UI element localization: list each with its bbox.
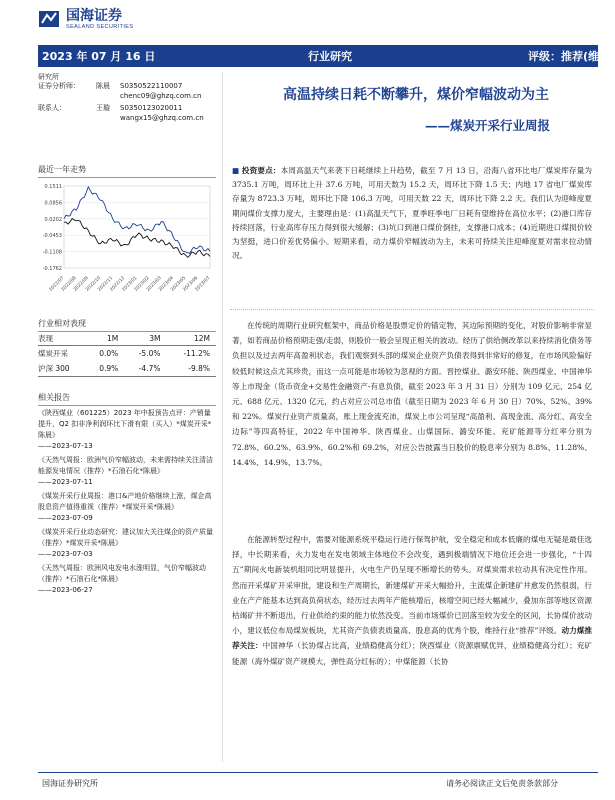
x-tick-label: 2022/10 [85,275,102,293]
summary-label: 投资要点： [241,166,281,175]
related-report-title: 《煤炭开采行业动态研究：建议加大关注煤企的资产质量（推荐）*煤炭开采*陈晨》 [38,528,213,547]
y-tick-label: 0.0856 [44,200,62,207]
x-tick-label: 2023/07 [194,275,212,293]
performance-heading: 行业相对表现 [38,318,216,332]
report-title: 高温持续日耗不断攀升，煤价窄幅波动为主 [283,87,549,103]
column-header: 表现 [38,332,86,346]
trend-heading: 最近一年走势 [38,164,216,178]
plot-area [64,186,210,268]
x-tick-label: 2023/05 [170,275,188,293]
report-subtitle: ——煤炭开采行业周报 [424,118,550,133]
related-report-date: ——2023-07-13 [38,442,93,450]
recommend-label: 动力煤推荐关注： [232,626,592,651]
report-date: 2023 年 07 月 16 日 [42,50,156,63]
table-cell: 煤炭开采 [38,349,68,358]
column-header: 1M [86,332,124,346]
contact-email[interactable]: wangx15@ghzq.com.cn [120,113,204,122]
related-report-item[interactable] [38,527,216,560]
analyst-row [38,92,216,102]
analyst-role [38,92,96,102]
analyst-name: 陈晨 [96,82,110,90]
y-tick-label: -0.1108 [42,249,62,256]
table-cell: -4.7% [124,361,166,377]
contact-role: 联系人： [38,104,66,112]
x-tick-label: 2022/12 [109,275,127,293]
footer-disclaimer: 请务必阅读正文后免责条款部分 [446,779,558,788]
x-tick-label: 2022/09 [72,275,90,293]
trend-chart-svg [38,180,216,292]
related-report-date: ——2023-07-03 [38,550,93,558]
column-header: 3M [124,332,166,346]
footer-institute: 国海证券研究所 [42,779,98,788]
column-divider [222,72,223,762]
table-cell: -9.8% [166,361,216,377]
x-tick-label: 2023/01 [121,275,139,293]
related-report-item[interactable] [38,408,216,452]
report-rating: 评级：推荐(维持) [528,50,615,63]
related-report-title: 《天然气周报：欧洲气价窄幅波动，未来需持续关注清洁能源发电情况（推荐）*石油石化*陈晨》 [38,456,213,475]
contact-role [38,114,96,124]
bullet-icon: ■ [232,166,242,175]
analyst-email[interactable]: chenc09@ghzq.com.cn [120,91,202,100]
analyst-name [96,92,120,102]
logo-cn: 国海证券 [66,7,122,24]
table-row [38,361,216,377]
table-header-row [38,332,216,346]
y-tick-label: -0.1762 [42,266,62,272]
company-logo [38,6,168,32]
related-report-date: ——2023-07-09 [38,514,93,522]
contact-name [96,114,120,124]
header-banner [38,45,615,67]
related-heading: 相关报告 [38,392,216,406]
logo-en: SEALAND SECURITIES [66,23,134,30]
series-line [64,187,210,254]
body-text: 在能源转型过程中，需要对能源系统平稳运行进行保驾护航，安全稳定和成本低廉的煤电无疑是最佳选择，中长期来看，火力发电在发电领域主体地位不会改变，遇到极端情况下地位还会进一步强化，“十四五”期间火电新装机组同比明显提升，火电生产仍呈现不断增长的势头。对煤炭需求拉动具有决定性作用。然而开采煤矿开采审批，建设和生产周期长，新建煤矿开采大幅拾升，主流煤企新建矿井愈发仍然很弱，行业在产产能基本达到高负荷状态，经历过去两年产能核增后，核增空间已经大幅减少，叠加东部等地区资源枯竭矿井不断退出，行业供给约束的能力依然没变。当前市场煤价已回落至较为安全的区间，长协煤价波动小，建议低位布局煤炭板块，尤其资产负债表质量高、股息高的优秀个股，维持行业“推荐”评级。 [232,535,592,636]
logo-mark-icon [38,9,60,29]
x-tick-label: 2022/08 [60,275,78,293]
footer-divider [38,772,598,773]
contact-name: 王璇 [96,104,110,112]
analyst-row [38,104,216,114]
table-row [38,346,216,362]
investment-summary [232,164,592,263]
analyst-block [38,72,216,123]
institute-label: 研究所 [38,73,59,81]
body-paragraph-1: 在传统的周期行业研究框架中，商品价格是股票定价的锚定物，其边际预期的变化，对股价影响非常显著，如若商品价格预期走强/走弱，则股价一般会呈现正相关的波动。经历了供给侧改革以来持续消化债务等负担以及过去两年高盈利状态，我们观察到头部的煤炭企业资产负债表得到非常好的修复，在市场风险偏好较低时候这点尤其珍贵，而这一点可能是市场较为忽视的方面。晋控煤业、潞安环能、陕西煤业、中国神华等上市现金（货币资金+交易性金融资产-有息负债，截至 2023 年 3 月 31 日）分别为 109 亿元、254 亿元、688 亿元、1320 亿元，约占对应公司总市值（截至日期为 2023 年 6 月 30 日）70%、52%、39%和 22%。煤炭行业资产质量高，账上现金流充沛，煤炭上市公司呈现“高盈利、高现金流、高分红、高安全边际”等四高特征，2022 年中国神华、陕西煤业、山煤国际、潞安环能、兖矿能源等分红率分别为 72.8%、60.2%、63.9%、60.2%和 69.2%，对应公告披露当日股价的股息率分别为 8.8%、11.28%、14.4%、14.9%、13.7%。 [232,321,592,467]
performance-table [38,332,216,377]
x-tick-label: 2023/04 [158,275,175,293]
contact-cert: S0350123020011 [120,104,183,112]
report-type: 行业研究 [308,50,352,63]
related-report-item[interactable] [38,455,216,488]
table-cell: 0.9% [86,361,124,377]
related-report-date: ——2023-07-11 [38,478,93,486]
related-report-title: 《天然气周报：欧洲风电发电水涨明显，气价窄幅波动（推荐）*石油石化*陈晨》 [38,564,206,583]
y-tick-label: 0.0202 [44,216,62,223]
body-paragraph-2 [232,532,592,669]
table-cell: 沪深 300 [38,361,86,377]
analyst-cert: S0350522110007 [120,82,183,90]
analyst-row [38,82,216,92]
trend-chart [38,180,216,292]
related-report-title: 《陕西煤业（601225）2023 年中报预告点评：产销量提升，Q2 扣非净利润环比下滑有限（买入）*煤炭开采*陈晨》 [38,409,212,439]
table-cell: -5.0% [138,349,161,358]
x-tick-label: 2022/11 [97,275,115,293]
table-cell: 0.0% [99,349,119,358]
related-reports-list [38,408,216,599]
body-text: 中国神华（长协煤占比高，业绩稳健高分红）；陕西煤业（资源禀赋优异，业绩稳健高分红）；兖矿能源（海外煤矿资产规模大，弹性高分红标的）；中煤能源（长协 [232,641,592,666]
related-report-date: ——2023-06-27 [38,586,93,594]
x-tick-label: 2023/06 [182,275,200,293]
x-tick-label: 2023/02 [133,275,151,293]
related-report-item[interactable] [38,491,216,524]
summary-text: 本周高温天气来袭下日耗继续上升趋势，截至 7 月 13 日，沿海八省环比电厂煤炭库存量为 3735.1 万吨，周环比上升 37.6 万吨，可用天数为 15.2 天，周环比下降 1.5 天；内地 17 省电厂煤炭库存量为 8723.3 万吨，周环比下降 106.3 万吨，可用天数 22 天，周环比下降 2.2 天。我们认为迎峰度夏期间煤价支撑力度大，主要理由是：(1)高温天气下，夏季旺季电厂日耗有望维持在高位水平；(2)港口库存持续回落，行业高库存压力得到很大缓解；(3)坑口到港口煤价倒挂，支撑港口成本；(4)近期进口煤损价较为坚挺，进口价差优势偏小。短期来看，动力煤价窄幅波动为主，未来可持续关注迎峰度夏对需求拉动情况。 [232,166,592,261]
analyst-role: 证券分析师： [38,82,80,90]
analyst-row [38,114,216,124]
x-tick-label: 2023/03 [145,275,163,293]
table-cell: -11.2% [183,349,210,358]
related-report-item[interactable] [38,563,216,596]
x-tick-label: 2022/07 [48,275,66,293]
column-header: 12M [166,332,216,346]
related-report-title: 《煤炭开采行业周报：港口&产地价格继续上涨，煤企高股息资产值得重视（推荐）*煤炭开采*陈晨》 [38,492,212,511]
y-tick-label: -0.0453 [42,233,62,240]
y-tick-label: 0.1511 [44,184,62,190]
